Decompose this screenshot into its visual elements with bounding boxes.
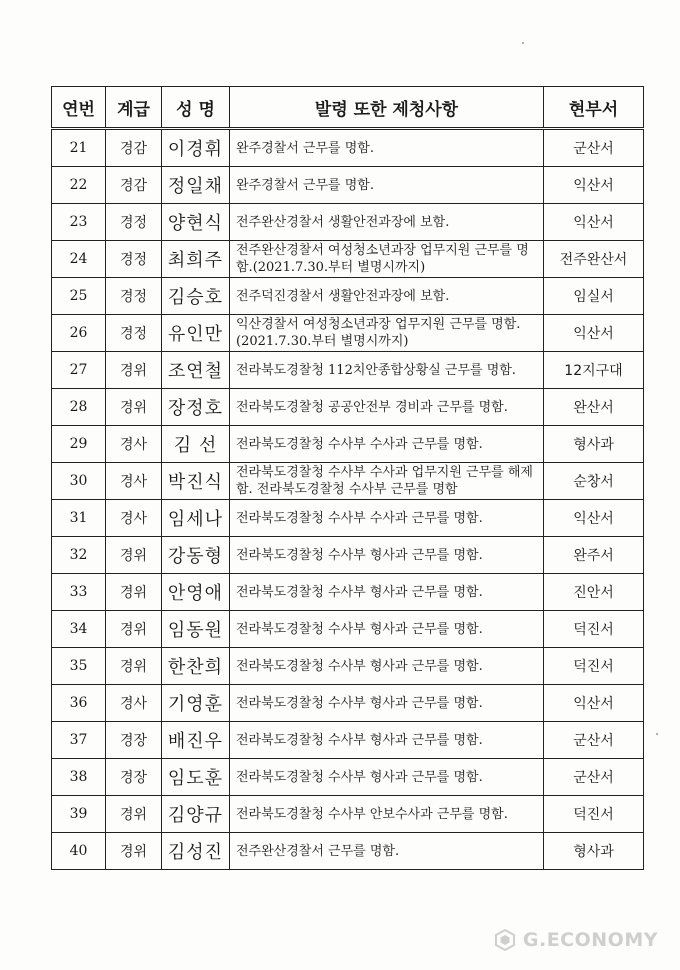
row-name: 김승호 [162, 278, 230, 315]
table-body [52, 129, 644, 870]
row-name: 김양규 [162, 796, 230, 833]
watermark-text: G.ECONOMY [522, 929, 658, 951]
header-no: 연번 [52, 87, 106, 129]
row-rank: 경정 [106, 278, 162, 315]
scan-speck [522, 42, 524, 44]
table-row [52, 278, 644, 315]
row-description: 전라북도경찰청 수사부 형사과 근무를 명함. [230, 685, 544, 722]
row-number: 36 [52, 685, 106, 722]
row-rank: 경정 [106, 315, 162, 352]
row-office: 순창서 [544, 463, 644, 500]
header-description: 발령 또한 제청사항 [230, 87, 544, 129]
row-name: 양현식 [162, 204, 230, 241]
row-description: 전주덕진경찰서 생활안전과장에 보함. [230, 278, 544, 315]
row-rank: 경장 [106, 759, 162, 796]
table-row [52, 129, 644, 167]
row-office: 덕진서 [544, 648, 644, 685]
row-number: 22 [52, 167, 106, 204]
row-name: 최희주 [162, 241, 230, 278]
row-rank: 경위 [106, 833, 162, 870]
row-office: 전주완산서 [544, 241, 644, 278]
scan-speck [656, 733, 658, 735]
table-row [52, 204, 644, 241]
row-description: 완주경찰서 근무를 명함. [230, 167, 544, 204]
row-number: 39 [52, 796, 106, 833]
row-name: 배진우 [162, 722, 230, 759]
row-number: 38 [52, 759, 106, 796]
row-number: 27 [52, 352, 106, 389]
row-name: 안영애 [162, 574, 230, 611]
table-row [52, 574, 644, 611]
row-number: 33 [52, 574, 106, 611]
row-office: 덕진서 [544, 611, 644, 648]
row-office: 군산서 [544, 722, 644, 759]
row-description: 완주경찰서 근무를 명함. [230, 129, 544, 167]
row-name: 임동원 [162, 611, 230, 648]
row-office: 완산서 [544, 389, 644, 426]
row-name: 장정호 [162, 389, 230, 426]
row-description: 전라북도경찰청 수사부 형사과 근무를 명함. [230, 537, 544, 574]
row-number: 23 [52, 204, 106, 241]
row-description: 전주완산경찰서 근무를 명함. [230, 833, 544, 870]
row-number: 32 [52, 537, 106, 574]
table-row [52, 463, 644, 500]
row-rank: 경정 [106, 204, 162, 241]
row-description: 전라북도경찰청 수사부 형사과 근무를 명함. [230, 759, 544, 796]
row-number: 26 [52, 315, 106, 352]
row-name: 기영훈 [162, 685, 230, 722]
row-number: 40 [52, 833, 106, 870]
row-description: 전라북도경찰청 수사부 형사과 근무를 명함. [230, 611, 544, 648]
row-office: 익산서 [544, 315, 644, 352]
row-name: 임도훈 [162, 759, 230, 796]
row-rank: 경감 [106, 129, 162, 167]
row-rank: 경감 [106, 167, 162, 204]
row-rank: 경사 [106, 463, 162, 500]
row-description: 전라북도경찰청 공공안전부 경비과 근무를 명함. [230, 389, 544, 426]
personnel-appointment-table [51, 86, 644, 870]
table-row [52, 648, 644, 685]
table-row [52, 611, 644, 648]
row-office: 형사과 [544, 426, 644, 463]
row-number: 21 [52, 129, 106, 167]
table-row [52, 833, 644, 870]
row-description: 전라북도경찰청 수사부 형사과 근무를 명함. [230, 574, 544, 611]
row-description: 전라북도경찰청 수사부 수사과 업무지원 근무를 해제함. 전라북도경찰청 수사부 근무를 명함 [230, 463, 544, 500]
row-number: 31 [52, 500, 106, 537]
header-name: 성 명 [162, 87, 230, 129]
row-name: 김성진 [162, 833, 230, 870]
row-office: 임실서 [544, 278, 644, 315]
table-row [52, 315, 644, 352]
table-row [52, 426, 644, 463]
row-office: 군산서 [544, 759, 644, 796]
row-office: 진안서 [544, 574, 644, 611]
publisher-watermark [493, 928, 658, 952]
row-office: 군산서 [544, 129, 644, 167]
row-description: 전주완산경찰서 생활안전과장에 보함. [230, 204, 544, 241]
header-rank: 계급 [106, 87, 162, 129]
row-description: 익산경찰서 여성청소년과장 업무지원 근무를 명함.(2021.7.30.부터 별명시까지) [230, 315, 544, 352]
row-rank: 경장 [106, 722, 162, 759]
cube-logo-icon [493, 928, 517, 952]
table-row [52, 796, 644, 833]
table-row [52, 537, 644, 574]
row-office: 12지구대 [544, 352, 644, 389]
table-row [52, 167, 644, 204]
row-number: 28 [52, 389, 106, 426]
row-office: 덕진서 [544, 796, 644, 833]
row-number: 29 [52, 426, 106, 463]
row-number: 37 [52, 722, 106, 759]
row-rank: 경사 [106, 426, 162, 463]
row-rank: 경위 [106, 796, 162, 833]
row-name: 한찬희 [162, 648, 230, 685]
row-name: 유인만 [162, 315, 230, 352]
row-description: 전라북도경찰청 수사부 형사과 근무를 명함. [230, 722, 544, 759]
row-number: 35 [52, 648, 106, 685]
row-rank: 경위 [106, 611, 162, 648]
row-number: 34 [52, 611, 106, 648]
row-office: 완주서 [544, 537, 644, 574]
row-rank: 경위 [106, 648, 162, 685]
row-description: 전라북도경찰청 수사부 형사과 근무를 명함. [230, 648, 544, 685]
row-rank: 경사 [106, 500, 162, 537]
row-rank: 경위 [106, 389, 162, 426]
table-row [52, 241, 644, 278]
table-row [52, 389, 644, 426]
row-name: 정일채 [162, 167, 230, 204]
row-rank: 경사 [106, 685, 162, 722]
row-rank: 경위 [106, 537, 162, 574]
row-description: 전라북도경찰청 수사부 안보수사과 근무를 명함. [230, 796, 544, 833]
row-rank: 경위 [106, 352, 162, 389]
table-row [52, 722, 644, 759]
row-description: 전라북도경찰청 수사부 수사과 근무를 명함. [230, 500, 544, 537]
table-row [52, 352, 644, 389]
row-rank: 경정 [106, 241, 162, 278]
row-office: 익산서 [544, 167, 644, 204]
row-office: 형사과 [544, 833, 644, 870]
row-office: 익산서 [544, 500, 644, 537]
row-name: 임세나 [162, 500, 230, 537]
row-office: 익산서 [544, 685, 644, 722]
row-name: 김 선 [162, 426, 230, 463]
row-number: 24 [52, 241, 106, 278]
row-number: 25 [52, 278, 106, 315]
row-number: 30 [52, 463, 106, 500]
row-name: 강동형 [162, 537, 230, 574]
table-row [52, 500, 644, 537]
row-description: 전라북도경찰청 수사부 수사과 근무를 명함. [230, 426, 544, 463]
table-row [52, 759, 644, 796]
row-name: 이경휘 [162, 129, 230, 167]
row-description: 전주완산경찰서 여성청소년과장 업무지원 근무를 명함.(2021.7.30.부터 별명시까지) [230, 241, 544, 278]
table-header-row [52, 87, 644, 129]
row-name: 조연철 [162, 352, 230, 389]
row-name: 박진식 [162, 463, 230, 500]
header-office: 현부서 [544, 87, 644, 129]
table-row [52, 685, 644, 722]
row-rank: 경위 [106, 574, 162, 611]
row-description: 전라북도경찰청 112치안종합상황실 근무를 명함. [230, 352, 544, 389]
row-office: 익산서 [544, 204, 644, 241]
